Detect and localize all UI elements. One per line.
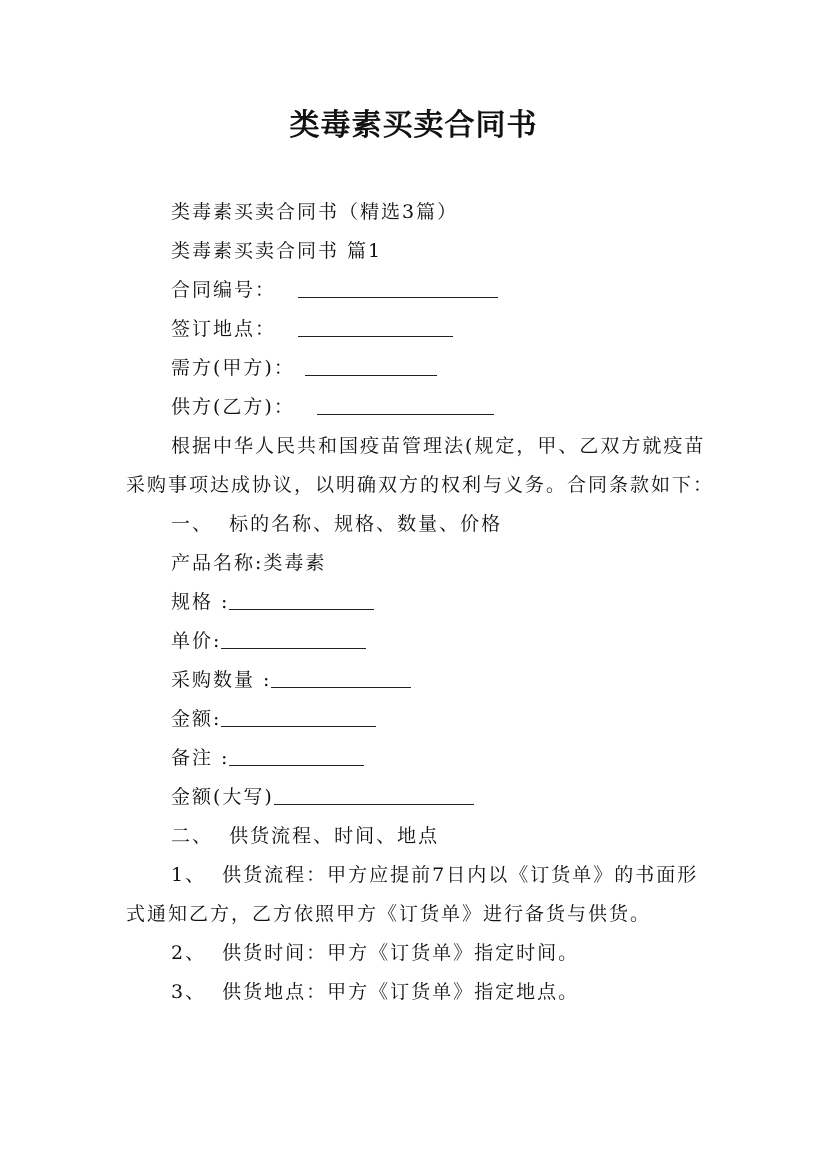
- amount-label: 金额:: [171, 708, 222, 730]
- sign-place-label: 签订地点：: [171, 318, 277, 340]
- contract-no-label: 合同编号：: [171, 279, 277, 301]
- quantity-row: [126, 661, 718, 700]
- spec-blank: [229, 587, 374, 610]
- quantity-label: 采购数量 :: [171, 669, 272, 691]
- spec-row: [126, 583, 718, 622]
- contract-no-blank: [298, 275, 498, 298]
- part2-heading: 二、 供货流程、时间、地点: [171, 825, 440, 847]
- contract-no-row: [126, 271, 718, 310]
- unit-price-label: 单价:: [171, 630, 222, 652]
- subtitle: 类毒素买卖合同书（精选3篇）: [171, 201, 459, 223]
- amount-caps-blank: [274, 782, 474, 805]
- seller-blank: [317, 392, 494, 415]
- amount-caps-row: [126, 778, 718, 817]
- unit-price-row: [126, 622, 718, 661]
- spec-label: 规格 :: [171, 591, 230, 613]
- buyer-blank: [305, 353, 437, 376]
- buyer-row: [126, 349, 718, 388]
- intro-paragraph: 根据中华人民共和国疫苗管理法(规定，甲、乙双方就疫苗采购事项达成协议，以明确双方的权利与义务。合同条款如下：: [126, 435, 715, 496]
- amount-row: [126, 700, 718, 739]
- part1-heading: 一、 标的名称、规格、数量、价格: [171, 513, 503, 535]
- quantity-blank: [271, 665, 411, 688]
- buyer-label: 需方(甲方)：: [171, 357, 295, 379]
- sign-place-row: [126, 310, 718, 349]
- amount-blank: [221, 704, 376, 727]
- document-body: [126, 193, 718, 1012]
- supply-item-2: 2、 供货时间：甲方《订货单》指定时间。: [171, 942, 580, 964]
- seller-label: 供方(乙方)：: [171, 396, 295, 418]
- document-title: 类毒素买卖合同书: [289, 108, 538, 143]
- seller-row: [126, 388, 718, 427]
- supply-item-3: 3、 供货地点：甲方《订货单》指定地点。: [171, 981, 580, 1003]
- section-heading: 类毒素买卖合同书 篇1: [171, 240, 383, 262]
- product-name: 产品名称:类毒素: [171, 552, 327, 574]
- unit-price-blank: [221, 626, 366, 649]
- remark-blank: [229, 743, 364, 766]
- supply-item-1: 1、 供货流程：甲方应提前7日内以《订货单》的书面形式通知乙方，乙方依照甲方《订货单》进行备货与供货。: [126, 864, 699, 925]
- sign-place-blank: [298, 314, 453, 337]
- amount-caps-label: 金额(大写): [171, 786, 274, 808]
- remark-row: [126, 739, 718, 778]
- remark-label: 备注 :: [171, 747, 230, 769]
